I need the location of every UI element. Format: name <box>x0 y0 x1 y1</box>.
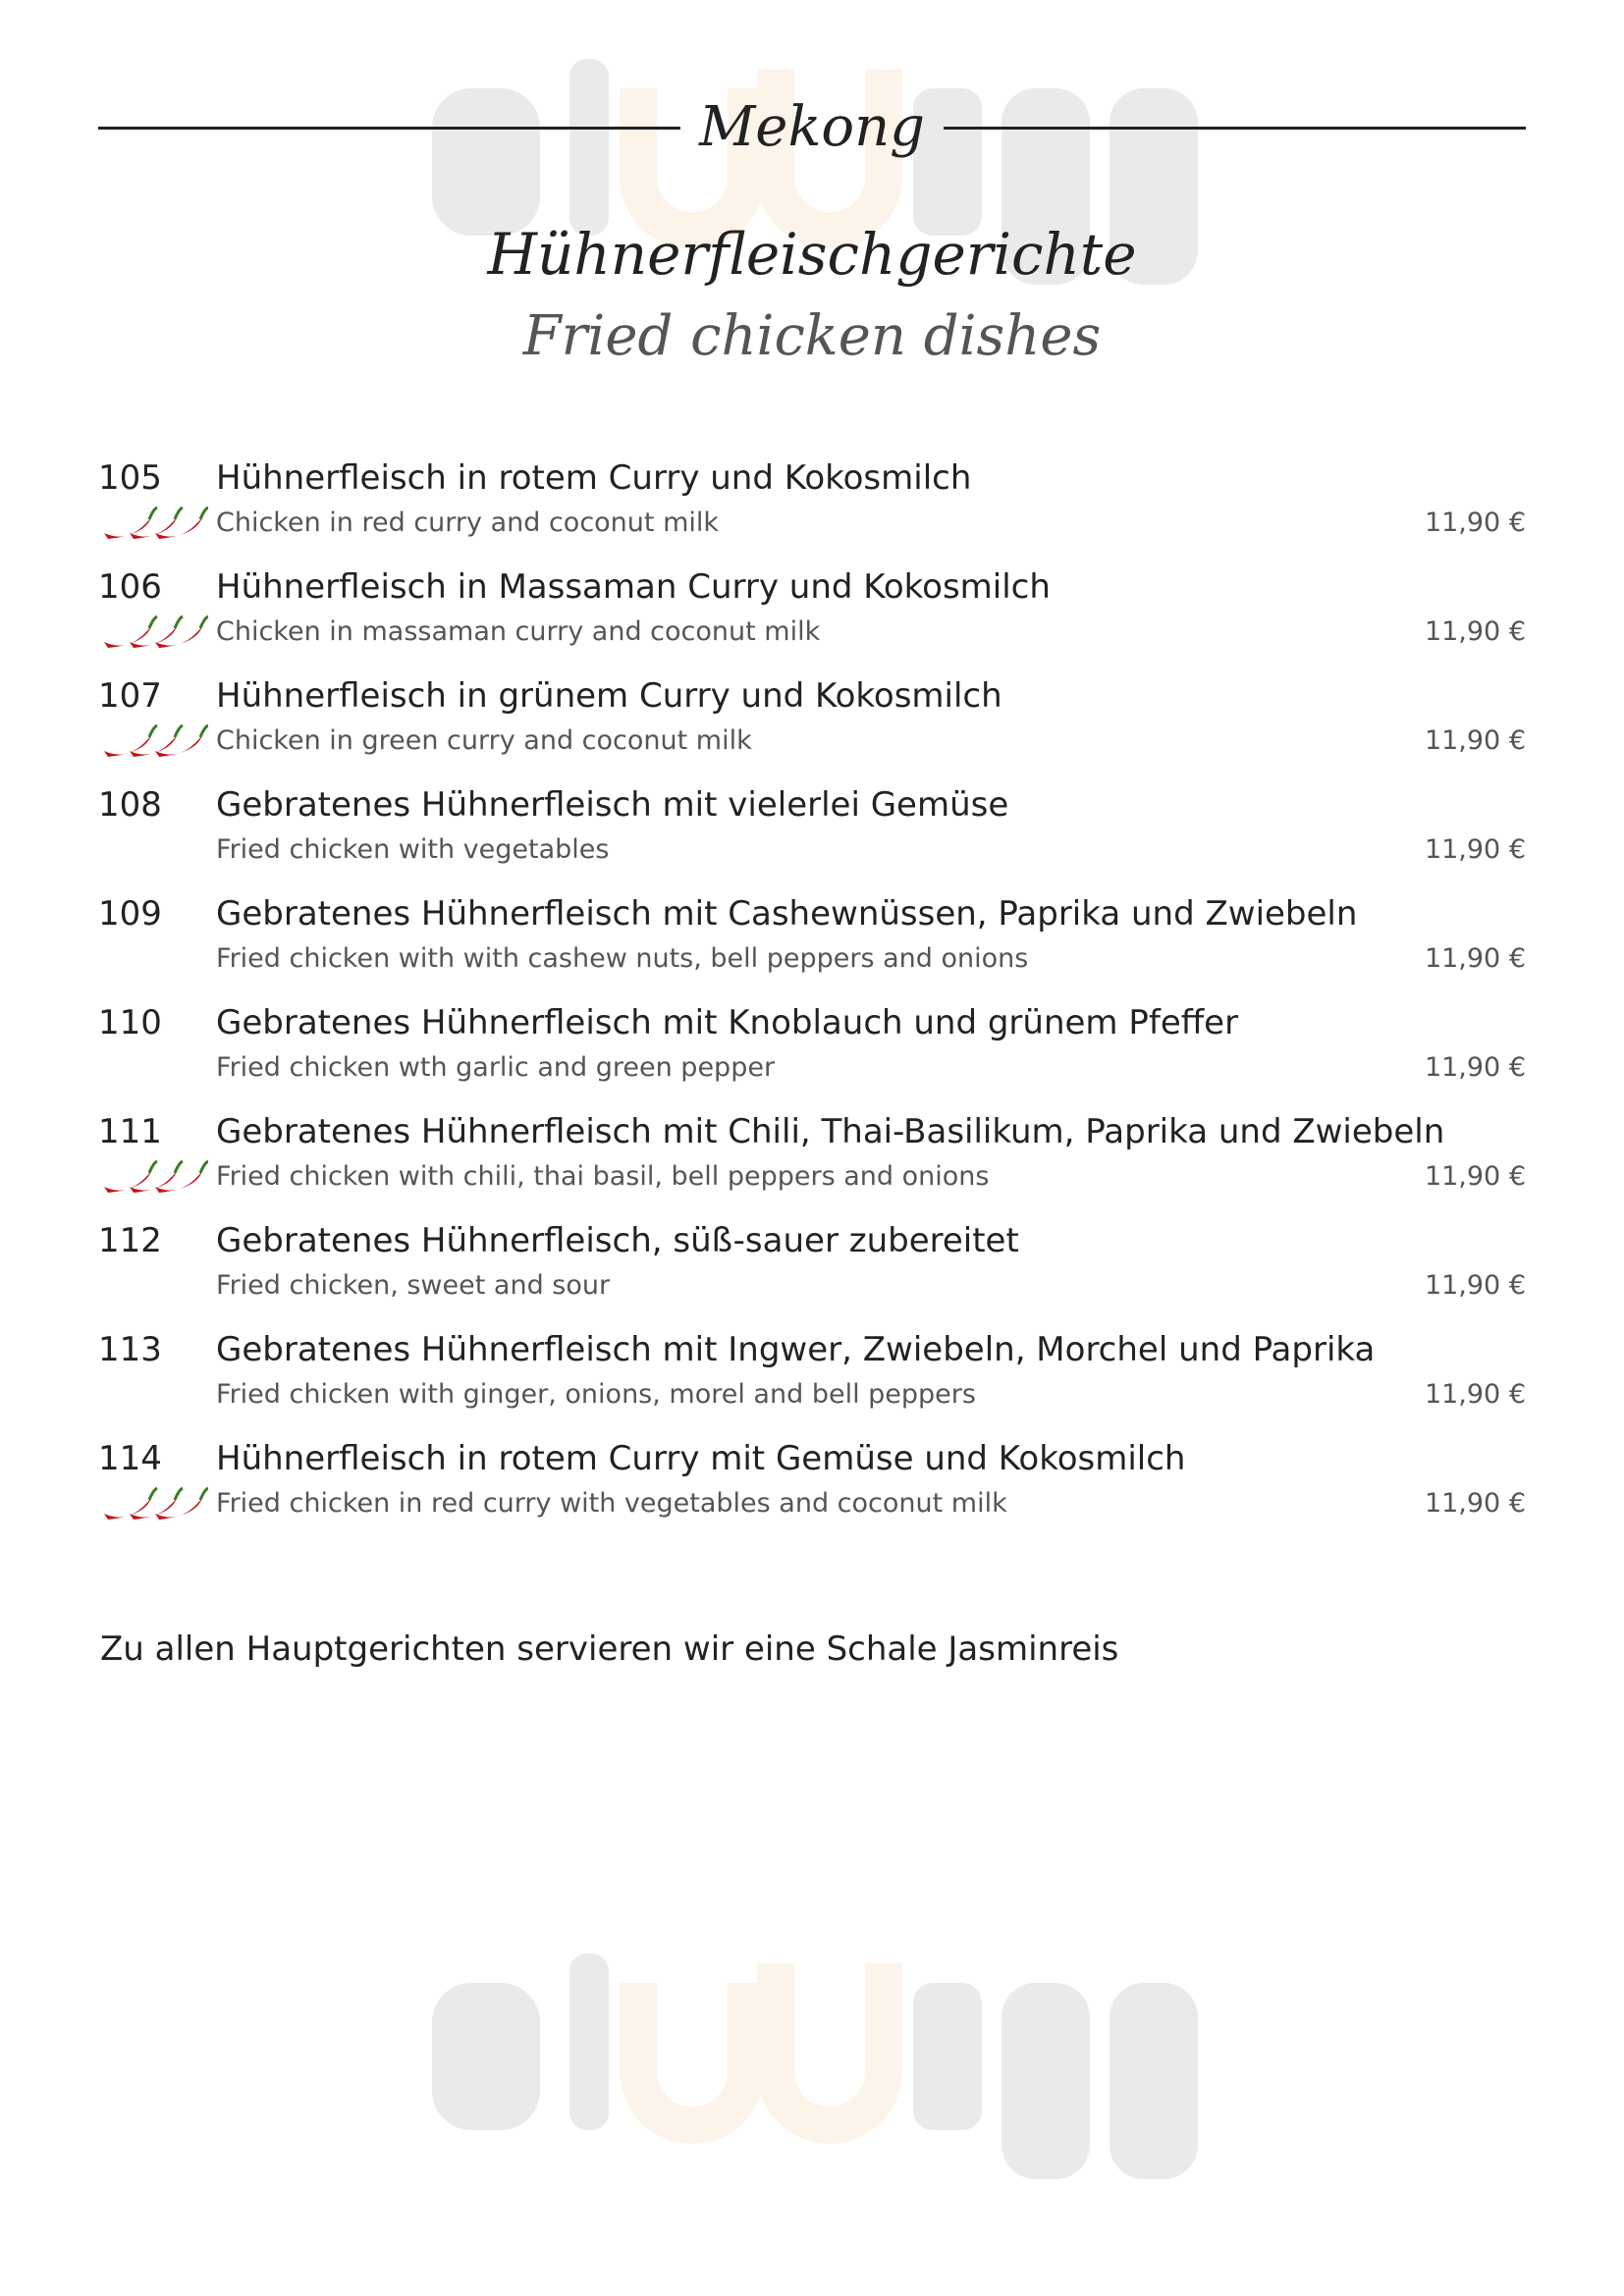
item-name-english: Fried chicken with ginger, onions, morel and bell peppers <box>216 1379 976 1410</box>
item-name-german: Hühnerfleisch in Massaman Curry und Kokosmilch <box>216 567 1051 607</box>
item-price: 11,90 € <box>1424 1270 1526 1301</box>
watermark-logo <box>412 1944 1218 2199</box>
item-name-german: Gebratenes Hühnerfleisch mit Cashewnüssen, Paprika und Zwiebeln <box>216 894 1358 934</box>
restaurant-name: Mekong <box>698 95 926 159</box>
item-name-english: Fried chicken wth garlic and green pepper <box>216 1052 776 1083</box>
item-number: 108 <box>98 785 162 825</box>
item-number: 107 <box>98 676 162 716</box>
footer-note: Zu allen Hauptgerichten servieren wir eine Schale Jasminreis <box>100 1629 1119 1669</box>
menu-item <box>98 1328 1526 1437</box>
menu-item <box>98 1437 1526 1546</box>
menu-item <box>98 1110 1526 1219</box>
item-number: 105 <box>98 458 162 498</box>
item-price: 11,90 € <box>1424 1052 1526 1083</box>
menu-item <box>98 783 1526 892</box>
header-rule-left <box>98 127 680 130</box>
item-price: 11,90 € <box>1424 1379 1526 1410</box>
item-name-german: Gebratenes Hühnerfleisch mit Chili, Thai-Basilikum, Paprika und Zwiebeln <box>216 1112 1445 1151</box>
item-name-english: Fried chicken with chili, thai basil, bell peppers and onions <box>216 1161 990 1192</box>
item-name-english: Chicken in green curry and coconut milk <box>216 725 752 756</box>
item-price: 11,90 € <box>1424 507 1526 538</box>
menu-item <box>98 892 1526 1001</box>
item-price: 11,90 € <box>1424 1488 1526 1519</box>
chili-peppers-icon <box>100 613 208 656</box>
item-name-german: Gebratenes Hühnerfleisch mit Ingwer, Zwiebeln, Morchel und Paprika <box>216 1330 1376 1369</box>
header-rule-right <box>944 127 1526 130</box>
item-number: 113 <box>98 1330 162 1369</box>
item-name-german: Gebratenes Hühnerfleisch mit Knoblauch und grünem Pfeffer <box>216 1003 1239 1042</box>
item-number: 112 <box>98 1221 162 1260</box>
item-price: 11,90 € <box>1424 616 1526 647</box>
item-name-german: Hühnerfleisch in rotem Curry mit Gemüse und Kokosmilch <box>216 1439 1186 1478</box>
item-name-german: Gebratenes Hühnerfleisch, süß-sauer zubereitet <box>216 1221 1019 1260</box>
section-title-english: Fried chicken dishes <box>522 304 1102 368</box>
item-number: 109 <box>98 894 162 934</box>
item-name-german: Gebratenes Hühnerfleisch mit vielerlei Gemüse <box>216 785 1009 825</box>
item-name-german: Hühnerfleisch in grünem Curry und Kokosmilch <box>216 676 1002 716</box>
menu-item <box>98 456 1526 565</box>
item-number: 111 <box>98 1112 162 1151</box>
menu-item <box>98 674 1526 783</box>
item-name-english: Chicken in massaman curry and coconut milk <box>216 616 821 647</box>
menu-item <box>98 1219 1526 1328</box>
menu-list <box>98 456 1526 1546</box>
item-name-german: Hühnerfleisch in rotem Curry und Kokosmilch <box>216 458 972 498</box>
chili-peppers-icon <box>100 721 208 765</box>
menu-item <box>98 1001 1526 1110</box>
slurpy-logo-icon <box>412 1944 1218 2199</box>
chili-peppers-icon <box>100 1157 208 1201</box>
item-price: 11,90 € <box>1424 725 1526 756</box>
item-price: 11,90 € <box>1424 834 1526 865</box>
section-title-german: Hühnerfleischgerichte <box>487 221 1137 288</box>
item-number: 110 <box>98 1003 162 1042</box>
item-name-english: Fried chicken with with cashew nuts, bell peppers and onions <box>216 943 1029 974</box>
item-price: 11,90 € <box>1424 943 1526 974</box>
item-name-english: Fried chicken with vegetables <box>216 834 610 865</box>
header <box>98 93 1526 162</box>
item-name-english: Fried chicken in red curry with vegetables and coconut milk <box>216 1488 1007 1519</box>
chili-peppers-icon <box>100 1484 208 1527</box>
menu-item <box>98 565 1526 674</box>
item-number: 114 <box>98 1439 162 1478</box>
item-price: 11,90 € <box>1424 1161 1526 1192</box>
item-name-english: Chicken in red curry and coconut milk <box>216 507 720 538</box>
chili-peppers-icon <box>100 504 208 547</box>
item-name-english: Fried chicken, sweet and sour <box>216 1270 611 1301</box>
item-number: 106 <box>98 567 162 607</box>
